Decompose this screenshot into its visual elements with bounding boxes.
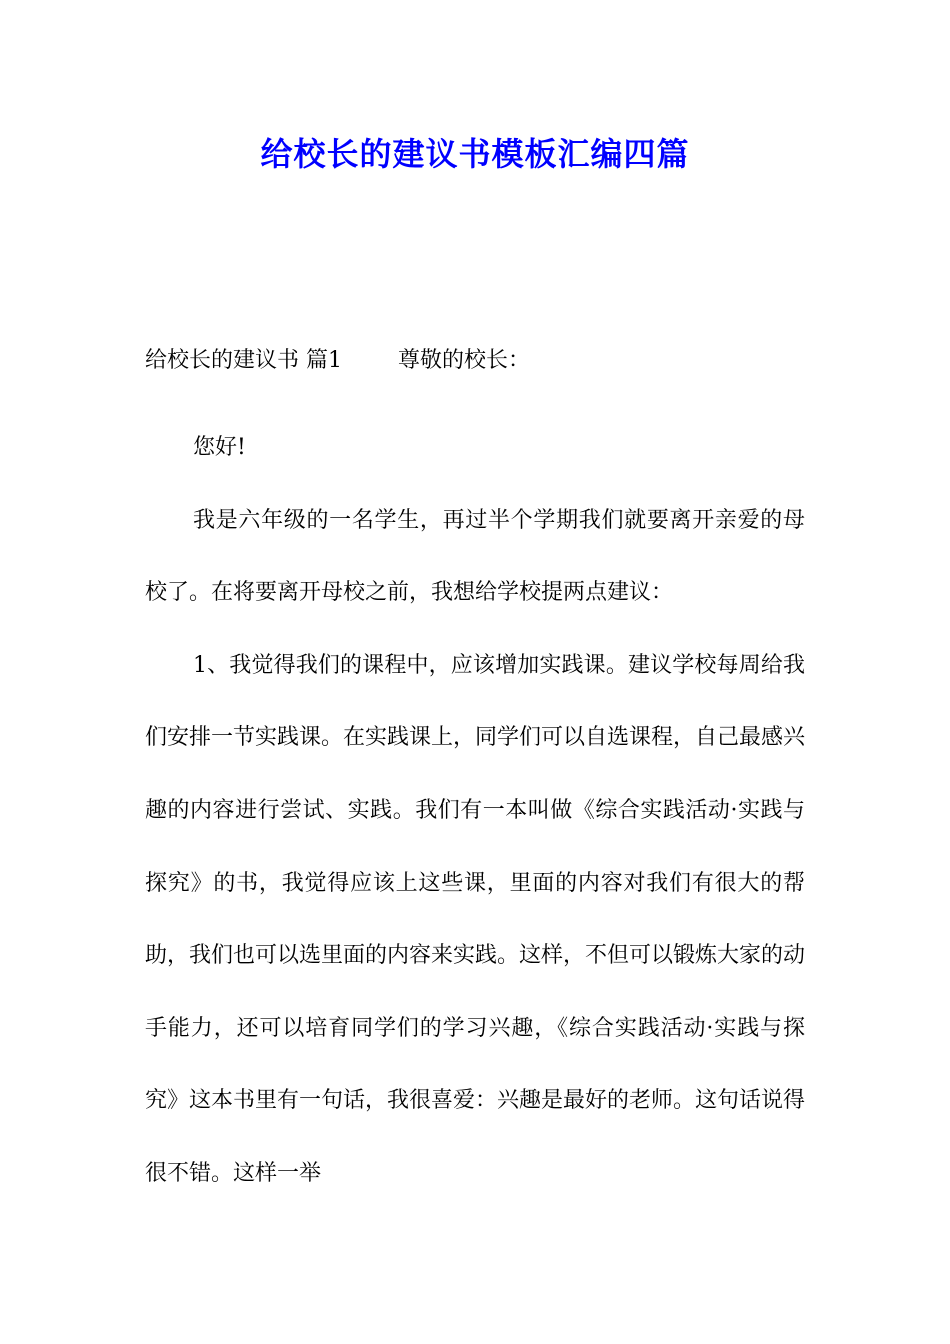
- section-heading: 给校长的建议书 篇1: [145, 348, 342, 373]
- document-title: 给校长的建议书模板汇编四篇: [260, 135, 690, 173]
- salutation: 尊敬的校长：: [398, 348, 531, 373]
- section-heading-line: [145, 340, 805, 382]
- document-body: [145, 340, 805, 1211]
- paragraph: 我是六年级的一名学生，再过半个学期我们就要离开亲爱的母校了。在将要离开母校之前，我想给学校提两点建议：: [145, 507, 805, 606]
- greeting: 您好!: [193, 435, 246, 460]
- paragraph: 1、我觉得我们的课程中，应该增加实践课。建议学校每周给我们安排一节实践课。在实践课上，同学们可以自选课程，自己最感兴趣的内容进行尝试、实践。我们有一本叫做《综合实践活动·实践与探究》的书，我觉得应该上这些课，里面的内容对我们有很大的帮助，我们也可以选里面的内容来实践。这样，不但可以锻炼大家的动手能力，还可以培育同学们的学习兴趣，《综合实践活动·实践与探究》这本书里有一句话，我很喜爱：兴趣是最好的老师。这句话说得很不错。这样一举: [145, 652, 806, 1186]
